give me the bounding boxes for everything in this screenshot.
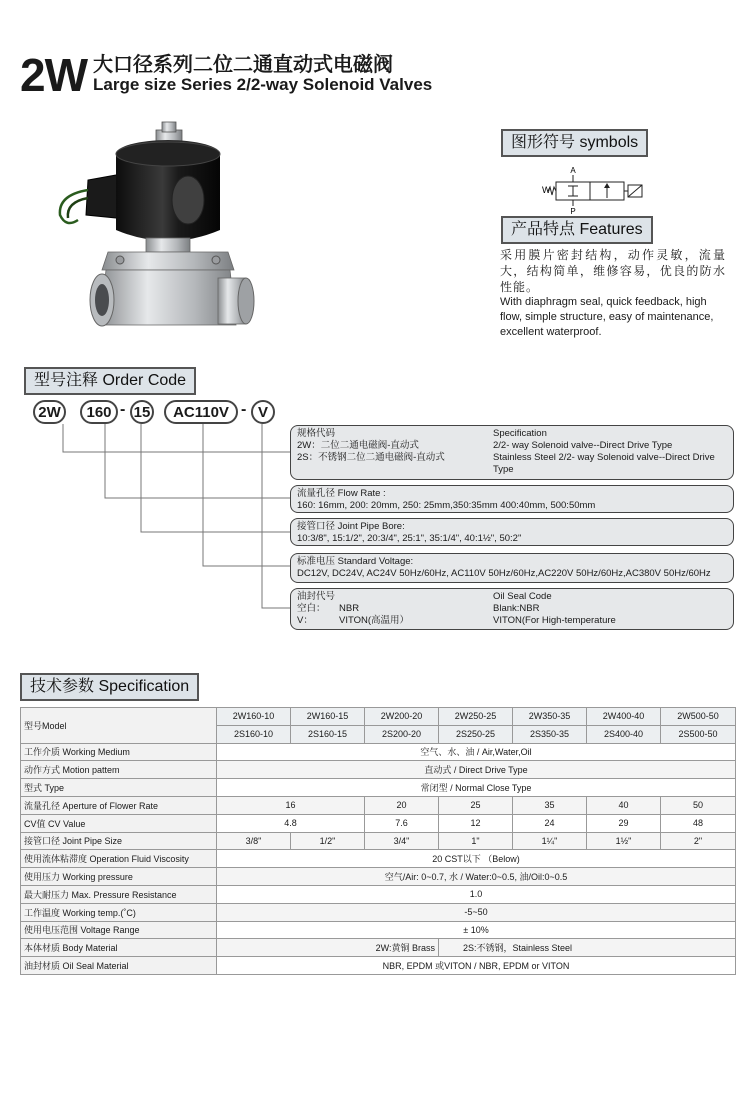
spec-code-line2-cn: 2S：不锈钢二位二通电磁阀-直动式 bbox=[297, 452, 445, 463]
features-text-cn: 采用膜片密封结构，动作灵敏，流量大，结构简单，维修容易，优良的防水性能。 bbox=[500, 248, 726, 294]
row-label: 工作温度 Working temp.(˚C) bbox=[21, 903, 217, 921]
model-cell: 2S160-10 bbox=[217, 725, 291, 743]
model-cell: 2S500-50 bbox=[661, 725, 736, 743]
spec-code-line1-cn: 2W：二位二通电磁阀-直动式 bbox=[297, 440, 419, 451]
pipe-bore-box bbox=[290, 518, 734, 546]
model-cell: 2S400-40 bbox=[587, 725, 661, 743]
row-label: 接管口径 Joint Pipe Size bbox=[21, 832, 217, 850]
row-value: 常闭型 / Normal Close Type bbox=[217, 779, 736, 797]
solenoid-valve-image bbox=[48, 120, 263, 340]
model-cell: 2W500-50 bbox=[661, 708, 736, 726]
row-value: 40 bbox=[587, 796, 661, 814]
row-label: 本体材质 Body Material bbox=[21, 939, 217, 957]
specification-table bbox=[20, 707, 736, 975]
code-part-flow: 160 bbox=[80, 400, 118, 424]
table-row bbox=[21, 885, 736, 903]
spec-code-line2-en: Stainless Steel 2/2- way Solenoid valve--Direct Drive Type bbox=[493, 452, 715, 475]
row-value: 2S:不锈钢，Stainless Steel bbox=[439, 939, 736, 957]
table-row bbox=[21, 868, 736, 886]
spec-code-label-cn: 规格代码 bbox=[297, 428, 336, 439]
model-cell: 2W400-40 bbox=[587, 708, 661, 726]
row-label: 使用压力 Working pressure bbox=[21, 868, 217, 886]
code-part-bore: 15 bbox=[130, 400, 154, 424]
table-row bbox=[21, 779, 736, 797]
voltage-label: 标准电压 Standard Voltage: bbox=[297, 556, 414, 567]
specification-title-cn: 技术参数 bbox=[30, 678, 95, 695]
row-value: 1½" bbox=[587, 832, 661, 850]
flow-rate-label: 流量孔径 Flow Rate : bbox=[297, 488, 386, 499]
model-cell: 2W160-15 bbox=[291, 708, 365, 726]
row-value: 48 bbox=[661, 814, 736, 832]
model-cell: 2W350-35 bbox=[513, 708, 587, 726]
row-value: 1¼" bbox=[513, 832, 587, 850]
row-value: 直动式 / Direct Drive Type bbox=[217, 761, 736, 779]
row-label: 工作介质 Working Medium bbox=[21, 743, 217, 761]
page-title-en: Large size Series 2/2-way Solenoid Valves bbox=[93, 75, 433, 94]
row-value: 空气、水、油 / Air,Water,Oil bbox=[217, 743, 736, 761]
table-row bbox=[21, 850, 736, 868]
model-cell: 2S200-20 bbox=[365, 725, 439, 743]
flow-rate-box bbox=[290, 485, 734, 513]
model-cell: 2S350-35 bbox=[513, 725, 587, 743]
table-row bbox=[21, 743, 736, 761]
row-label: 型式 Type bbox=[21, 779, 217, 797]
spec-code-label-en: Specification bbox=[493, 428, 547, 439]
row-value: 空气/Air: 0~0.7, 水 / Water:0~0.5, 油/Oil:0~0.5 bbox=[217, 868, 736, 886]
table-row bbox=[21, 761, 736, 779]
symbols-heading bbox=[501, 129, 648, 157]
code-part-seal: V bbox=[251, 400, 275, 424]
model-cell: 2S250-25 bbox=[439, 725, 513, 743]
model-cell: 2W200-20 bbox=[365, 708, 439, 726]
row-value: 1/2" bbox=[291, 832, 365, 850]
model-cell: 2W250-25 bbox=[439, 708, 513, 726]
code-part-series: 2W bbox=[33, 400, 66, 424]
port-p-label: P bbox=[570, 207, 576, 215]
row-value: 50 bbox=[661, 796, 736, 814]
page-title-cn: 大口径系列二位二通直动式电磁阀 bbox=[93, 54, 393, 76]
row-label: CV值 CV Value bbox=[21, 814, 217, 832]
features-title-en: Features bbox=[579, 221, 643, 238]
row-value: 20 bbox=[365, 796, 439, 814]
row-value: 3/8" bbox=[217, 832, 291, 850]
row-label: 油封材质 Oil Seal Material bbox=[21, 957, 217, 975]
code-dash: - bbox=[241, 401, 247, 418]
table-row bbox=[21, 939, 736, 957]
order-code-title-en: Order Code bbox=[102, 372, 187, 389]
spring-w-label: W bbox=[542, 185, 551, 195]
voltage-box bbox=[290, 553, 734, 583]
row-value: 12 bbox=[439, 814, 513, 832]
row-value: 2W:黄铜 Brass bbox=[217, 939, 439, 957]
table-row bbox=[21, 832, 736, 850]
row-value: -5~50 bbox=[217, 903, 736, 921]
spec-code-box bbox=[290, 425, 734, 480]
table-row bbox=[21, 796, 736, 814]
row-label: 流量孔径 Aperture of Flower Rate bbox=[21, 796, 217, 814]
row-value: 24 bbox=[513, 814, 587, 832]
features-title-cn: 产品特点 bbox=[511, 221, 576, 238]
seal-blank-value: NBR bbox=[339, 603, 360, 614]
row-value: 29 bbox=[587, 814, 661, 832]
row-value: 1.0 bbox=[217, 885, 736, 903]
symbols-title-cn: 图形符号 bbox=[511, 134, 576, 151]
order-code-heading bbox=[24, 367, 196, 395]
row-value: 35 bbox=[513, 796, 587, 814]
row-value: NBR, EPDM 或VITON / NBR, EPDM or VITON bbox=[217, 957, 736, 975]
flow-rate-values: 160: 16mm, 200: 20mm, 250: 25mm,350:35mm 400:40mm, 500:50mm bbox=[297, 500, 596, 511]
row-value: 2" bbox=[661, 832, 736, 850]
row-label: 使用流体粘滞度 Operation Fluid Viscosity bbox=[21, 850, 217, 868]
row-value: 4.8 bbox=[217, 814, 365, 832]
seal-v-value: VITON(高温用） bbox=[339, 615, 410, 626]
spec-code-line1-en: 2/2- way Solenoid valve--Direct Drive Type bbox=[493, 440, 673, 451]
seal-blank-cn: 空白： bbox=[297, 603, 326, 614]
row-value: 25 bbox=[439, 796, 513, 814]
model-cell: 2S160-15 bbox=[291, 725, 365, 743]
row-label: 最大耐压力 Max. Pressure Resistance bbox=[21, 885, 217, 903]
table-row bbox=[21, 921, 736, 939]
seal-code-label-cn: 油封代号 bbox=[297, 591, 336, 602]
voltage-values: DC12V, DC24V, AC24V 50Hz/60Hz, AC110V 50Hz/60Hz,AC220V 50Hz/60Hz,AC380V 50Hz/60Hz bbox=[297, 568, 711, 579]
features-text-en: With diaphragm seal, quick feedback, high flow, simple structure, easy of maintenance, excellent waterproof. bbox=[500, 296, 714, 338]
table-row bbox=[21, 814, 736, 832]
table-row bbox=[21, 957, 736, 975]
pipe-bore-values: 10:3/8", 15:1/2", 20:3/4", 25:1", 35:1/4", 40:1½", 50:2" bbox=[297, 533, 522, 544]
code-part-voltage: AC110V bbox=[164, 400, 238, 424]
model-label: 型号Model bbox=[21, 708, 217, 744]
specification-title-en: Specification bbox=[98, 678, 190, 695]
pipe-bore-label: 接管口径 Joint Pipe Bore: bbox=[297, 521, 405, 532]
model-cell: 2W160-10 bbox=[217, 708, 291, 726]
row-value: 1" bbox=[439, 832, 513, 850]
series-code: 2W bbox=[20, 49, 87, 101]
row-value: 3/4" bbox=[365, 832, 439, 850]
valve-symbol-diagram bbox=[538, 165, 678, 215]
table-row bbox=[21, 708, 736, 726]
seal-v-cn: V： bbox=[297, 615, 313, 626]
seal-code-box bbox=[290, 588, 734, 630]
symbols-title-en: symbols bbox=[579, 134, 639, 151]
code-dash: - bbox=[120, 401, 126, 418]
row-value: ± 10% bbox=[217, 921, 736, 939]
row-label: 使用电压范围 Voltage Range bbox=[21, 921, 217, 939]
row-value: 16 bbox=[217, 796, 365, 814]
table-row bbox=[21, 903, 736, 921]
seal-blank-en: Blank:NBR bbox=[493, 603, 540, 614]
row-label: 动作方式 Motion pattem bbox=[21, 761, 217, 779]
order-code-title-cn: 型号注释 bbox=[34, 372, 99, 389]
port-a-label: A bbox=[570, 166, 576, 175]
features-heading bbox=[501, 216, 653, 244]
specification-heading bbox=[20, 673, 199, 701]
seal-code-label-en: Oil Seal Code bbox=[493, 591, 552, 602]
row-value: 20 CST以下 （Below) bbox=[217, 850, 736, 868]
seal-v-en: VITON(For High-temperature bbox=[493, 615, 616, 626]
row-value: 7.6 bbox=[365, 814, 439, 832]
